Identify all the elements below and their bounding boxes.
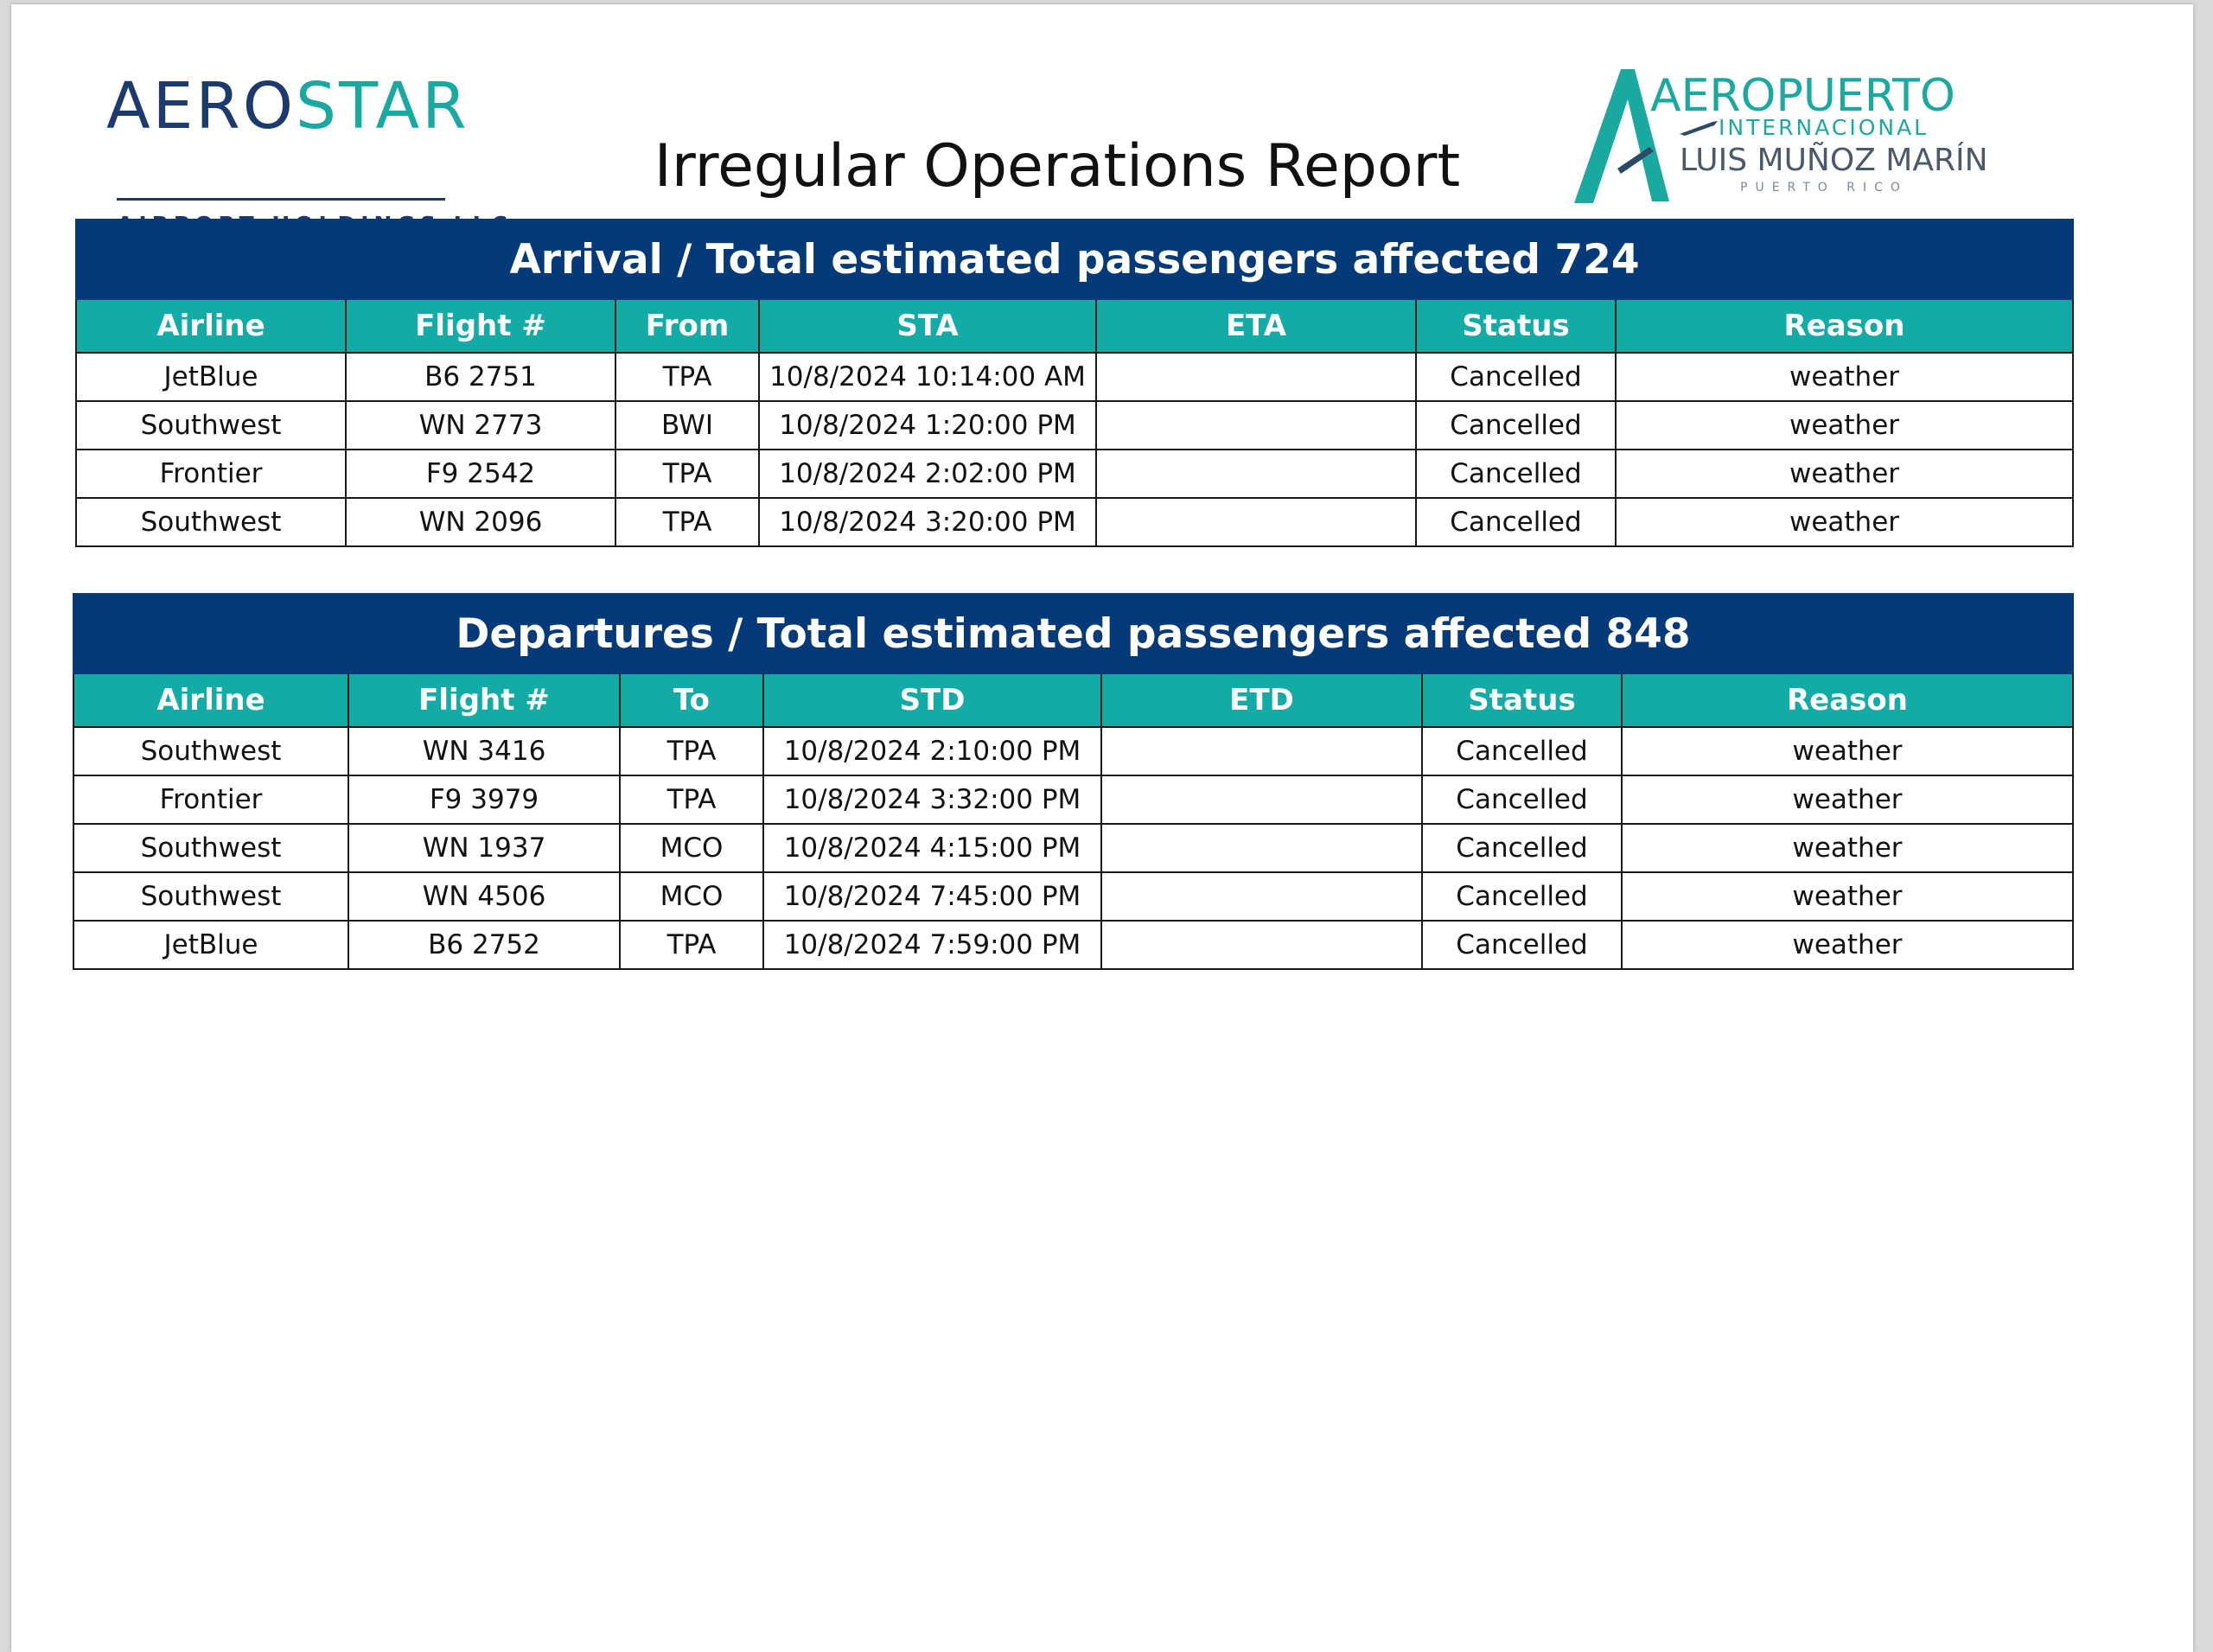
status-cell: Cancelled <box>1422 775 1622 824</box>
arrivals-header-row <box>76 299 2073 353</box>
to-cell: TPA <box>620 727 763 775</box>
arrivals-table <box>75 219 2074 547</box>
column-header-flight: Flight # <box>346 299 615 353</box>
airline-cell: Southwest <box>76 401 346 450</box>
reason-cell: weather <box>1622 727 2073 775</box>
reason-cell: weather <box>1622 921 2073 969</box>
table-row <box>76 353 2073 401</box>
reason-cell: weather <box>1622 775 2073 824</box>
eta-cell <box>1096 353 1416 401</box>
status-cell: Cancelled <box>1422 824 1622 872</box>
status-cell: Cancelled <box>1422 872 1622 921</box>
sta-cell: 10/8/2024 3:20:00 PM <box>759 498 1096 546</box>
column-header-status: Status <box>1422 673 1622 727</box>
airline-cell: JetBlue <box>76 353 346 401</box>
flight-cell: F9 2542 <box>346 450 615 498</box>
status-cell: Cancelled <box>1416 401 1616 450</box>
status-cell: Cancelled <box>1422 921 1622 969</box>
aeropuerto-line3: LUIS MUÑOZ MARÍN <box>1680 143 1988 178</box>
table-row <box>73 872 2073 921</box>
airline-cell: Frontier <box>76 450 346 498</box>
status-cell: Cancelled <box>1416 498 1616 546</box>
from-cell: BWI <box>615 401 759 450</box>
aeropuerto-line1: AEROPUERTO <box>1650 70 1955 122</box>
sta-cell: 10/8/2024 2:02:00 PM <box>759 450 1096 498</box>
status-cell: Cancelled <box>1422 727 1622 775</box>
departures-header-row <box>73 673 2073 727</box>
column-header-status: Status <box>1416 299 1616 353</box>
aeropuerto-line4: PUERTO RICO <box>1740 181 1908 195</box>
eta-cell <box>1096 401 1416 450</box>
column-header-airline: Airline <box>73 673 348 727</box>
flight-cell: WN 3416 <box>348 727 620 775</box>
flight-cell: WN 4506 <box>348 872 620 921</box>
to-cell: TPA <box>620 921 763 969</box>
flight-cell: B6 2751 <box>346 353 615 401</box>
airline-cell: Southwest <box>73 872 348 921</box>
table-row <box>73 824 2073 872</box>
reason-cell: weather <box>1616 498 2073 546</box>
airline-cell: Frontier <box>73 775 348 824</box>
airline-cell: Southwest <box>76 498 346 546</box>
table-row <box>73 727 2073 775</box>
airline-cell: JetBlue <box>73 921 348 969</box>
table-row <box>73 921 2073 969</box>
from-cell: TPA <box>615 450 759 498</box>
flight-cell: WN 2773 <box>346 401 615 450</box>
aeropuerto-line2: INTERNACIONAL <box>1719 115 1929 140</box>
reason-cell: weather <box>1616 450 2073 498</box>
table-row <box>73 775 2073 824</box>
column-header-reason: Reason <box>1622 673 2073 727</box>
std-cell: 10/8/2024 2:10:00 PM <box>763 727 1101 775</box>
etd-cell <box>1101 727 1422 775</box>
std-cell: 10/8/2024 7:45:00 PM <box>763 872 1101 921</box>
aerostar-wordmark <box>106 69 469 144</box>
reason-cell: weather <box>1616 353 2073 401</box>
column-header-airline: Airline <box>76 299 346 353</box>
to-cell: MCO <box>620 872 763 921</box>
airline-cell: Southwest <box>73 824 348 872</box>
std-cell: 10/8/2024 3:32:00 PM <box>763 775 1101 824</box>
eta-cell <box>1096 450 1416 498</box>
flight-cell: WN 1937 <box>348 824 620 872</box>
aerostar-word-star: STAR <box>296 69 469 144</box>
flight-cell: F9 3979 <box>348 775 620 824</box>
from-cell: TPA <box>615 353 759 401</box>
etd-cell <box>1101 824 1422 872</box>
column-header-etd: ETD <box>1101 673 1422 727</box>
arrivals-banner: Arrival / Total estimated passengers affected 724 <box>76 220 2073 299</box>
std-cell: 10/8/2024 7:59:00 PM <box>763 921 1101 969</box>
column-header-std: STD <box>763 673 1101 727</box>
table-row <box>76 401 2073 450</box>
flight-cell: WN 2096 <box>346 498 615 546</box>
column-header-from: From <box>615 299 759 353</box>
etd-cell <box>1101 872 1422 921</box>
reason-cell: weather <box>1622 872 2073 921</box>
column-header-flight: Flight # <box>348 673 620 727</box>
column-header-to: To <box>620 673 763 727</box>
reason-cell: weather <box>1616 401 2073 450</box>
flight-cell: B6 2752 <box>348 921 620 969</box>
departures-banner: Departures / Total estimated passengers affected 848 <box>73 594 2073 673</box>
to-cell: MCO <box>620 824 763 872</box>
to-cell: TPA <box>620 775 763 824</box>
eta-cell <box>1096 498 1416 546</box>
column-header-sta: STA <box>759 299 1096 353</box>
airline-cell: Southwest <box>73 727 348 775</box>
status-cell: Cancelled <box>1416 450 1616 498</box>
sta-cell: 10/8/2024 10:14:00 AM <box>759 353 1096 401</box>
report-page <box>11 4 2193 1652</box>
std-cell: 10/8/2024 4:15:00 PM <box>763 824 1101 872</box>
etd-cell <box>1101 921 1422 969</box>
sta-cell: 10/8/2024 1:20:00 PM <box>759 401 1096 450</box>
column-header-eta: ETA <box>1096 299 1416 353</box>
aeropuerto-logo <box>1567 65 1988 212</box>
etd-cell <box>1101 775 1422 824</box>
status-cell: Cancelled <box>1416 353 1616 401</box>
column-header-reason: Reason <box>1616 299 2073 353</box>
departures-table <box>73 593 2074 970</box>
from-cell: TPA <box>615 498 759 546</box>
table-row <box>76 498 2073 546</box>
reason-cell: weather <box>1622 824 2073 872</box>
page-title: Irregular Operations Report <box>654 132 1461 201</box>
aerostar-word-aero: AERO <box>106 69 297 144</box>
table-row <box>76 450 2073 498</box>
